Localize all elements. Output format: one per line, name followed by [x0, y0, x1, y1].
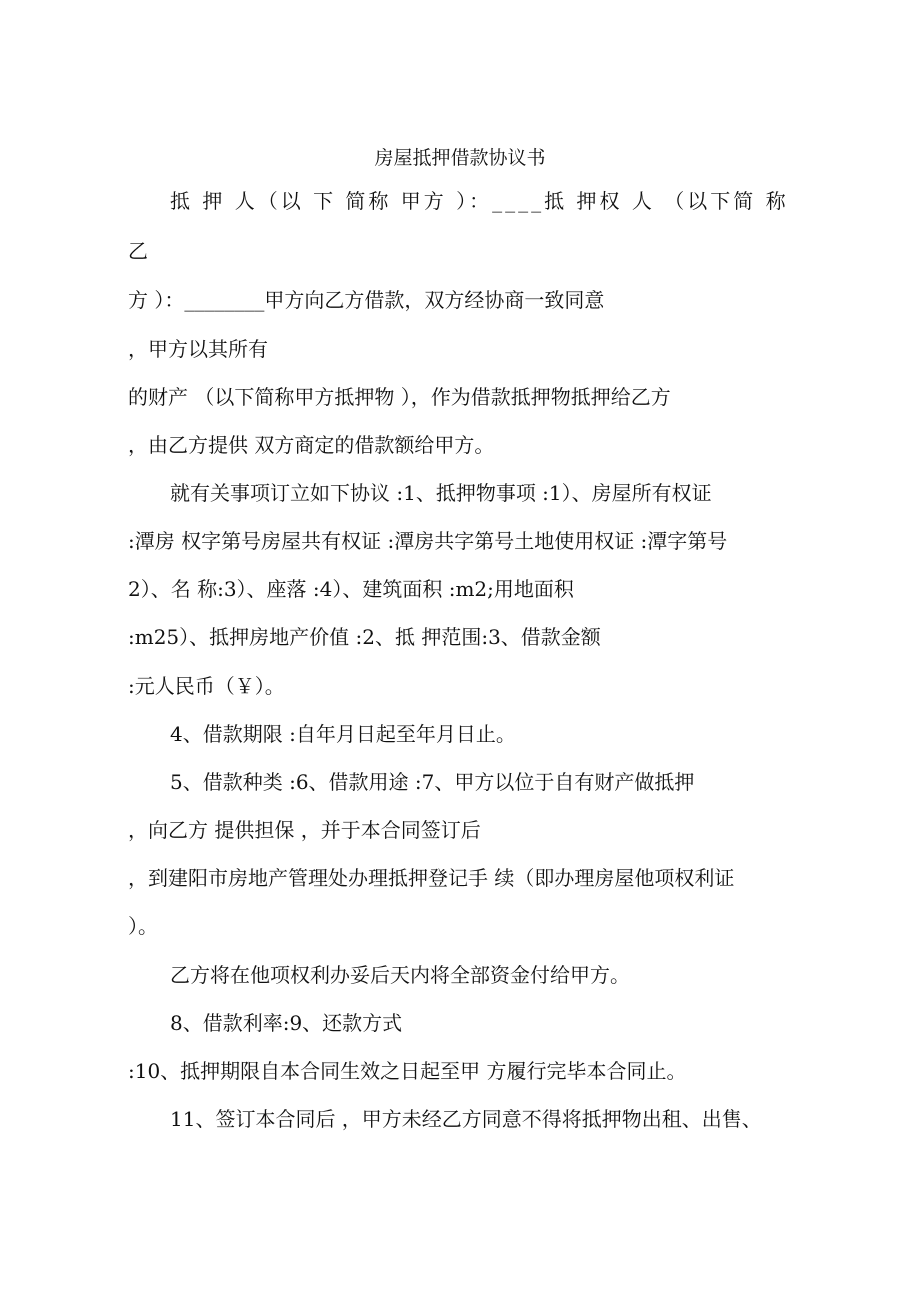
paragraph-line: :10、抵押期限自本合同生效之日起至甲 方履行完毕本合同止。 [128, 1059, 687, 1083]
paragraph-line: 的财产 （以下简称甲方抵押物 ），作为借款抵押物抵押给乙方 [128, 385, 671, 409]
paragraph-line: 抵 押 人（以 下 简称 甲方 ）：____抵 押权 人 （以下简 称 [170, 189, 789, 213]
paragraph-line: ，由乙方提供 双方商定的借款额给甲方。 [128, 433, 495, 457]
document-title: 房屋抵押借款协议书 [374, 147, 546, 169]
paragraph-line: 8、借款利率:9、还款方式 [170, 1011, 403, 1035]
paragraph-line: 方 ）：________甲方向乙方借款，双方经协商一致同意 [128, 288, 605, 312]
paragraph-line: 11、签订本合同后 ，甲方未经乙方同意不得将抵押物出租、出售、 [170, 1107, 762, 1131]
paragraph-line: 乙方将在他项权利办妥后天内将全部资金付给甲方。 [170, 963, 630, 987]
paragraph-line: ，向乙方 提供担保 ，并于本合同签订后 [128, 818, 481, 842]
paragraph-line: :潭房 权字第号房屋共有权证 :潭房共字第号土地使用权证 :潭字第号 [128, 529, 728, 553]
paragraph-line: ，到建阳市房地产管理处办理抵押登记手 续（即办理房屋他项权利证 [128, 866, 735, 890]
paragraph-line: 4、借款期限 :自年月日起至年月日止。 [170, 722, 516, 746]
paragraph-line: 就有关事项订立如下协议 :1、抵押物事项 :1）、房屋所有权证 [170, 481, 712, 505]
paragraph-line: ）。 [128, 914, 158, 938]
paragraph-line: ，甲方以其所有 [128, 337, 268, 361]
paragraph-line: 5、借款种类 :6、借款用途 :7、甲方以位于自有财产做抵押 [170, 770, 695, 794]
paragraph-line: :元人民币（￥）。 [128, 674, 285, 698]
paragraph-line: :m25）、抵押房地产价值 :2、抵 押范围:3、借款金额 [128, 625, 601, 649]
paragraph-line: 乙 [128, 239, 148, 263]
paragraph-line: 2）、名 称:3）、座落 :4）、建筑面积 :m2;用地面积 [128, 577, 574, 601]
